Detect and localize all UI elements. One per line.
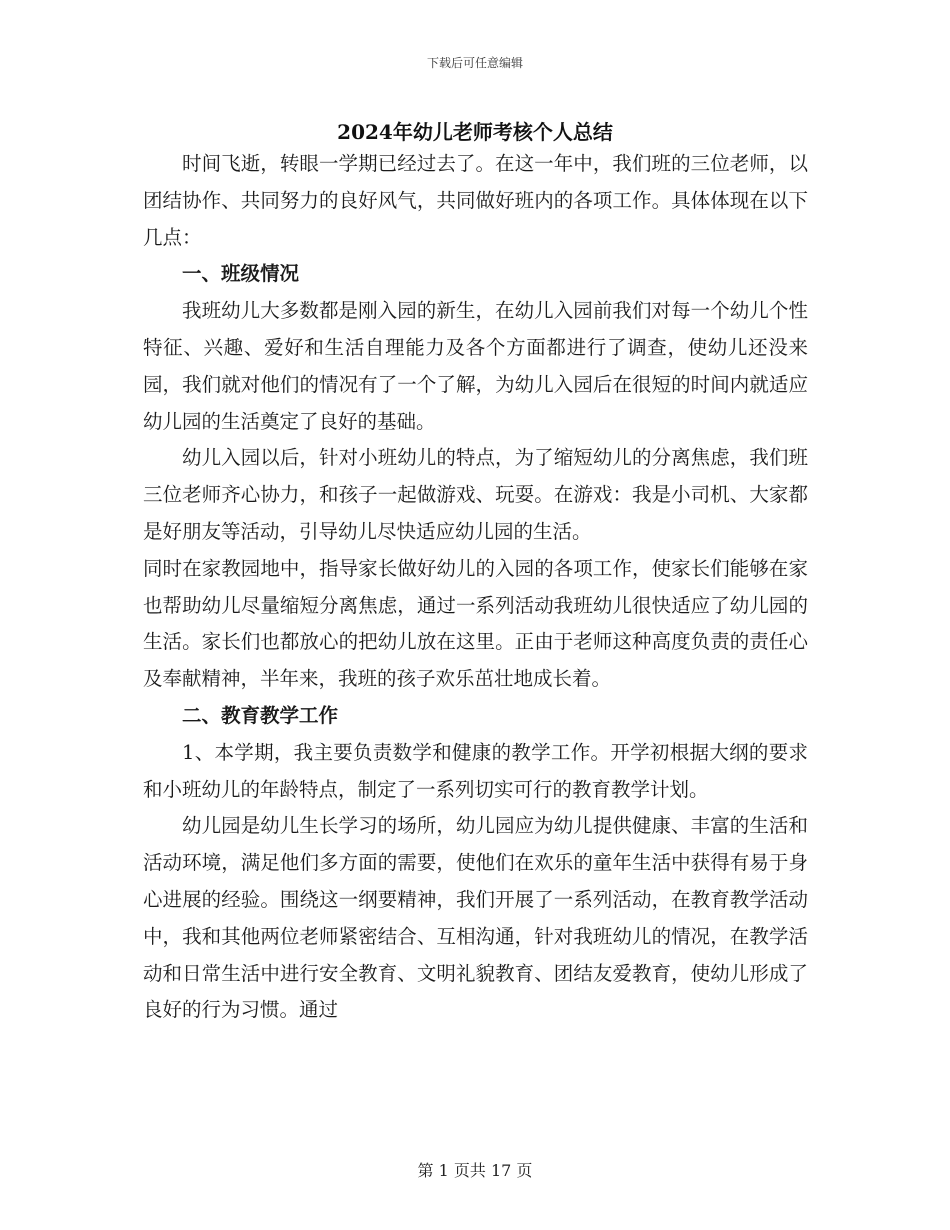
section2-paragraph-2: 幼儿园是幼儿生长学习的场所，幼儿园应为幼儿提供健康、丰富的生活和活动环境，满足他们多方面的需要，使他们在欢乐的童年生活中获得有易于身心进展的经验。围绕这一纲要精神，我们开展了一系列活动，在教育教学活动中，我和其他两位老师紧密结合、互相沟通，针对我班幼儿的情况，在教学活动和日常生活中进行安全教育、文明礼貌教育、团结友爱教育，使幼儿形成了良好的行为习惯。通过 <box>143 814 808 1022</box>
document-title: 2024年幼儿老师考核个人总结 <box>337 120 613 144</box>
header-note: 下载后可任意编辑 <box>426 56 523 70</box>
section1-paragraph-3: 同时在家教园地中，指导家长做好幼儿的入园的各项工作，使家长们能够在家也帮助幼儿尽量缩短分离焦虑，通过一系列活动我班幼儿很快适应了幼儿园的生活。家长们也都放心的把幼儿放在这里。正由于老师这种高度负责的责任心及奉献精神，半年来，我班的孩子欢乐茁壮地成长着。 <box>143 556 808 691</box>
section-heading-teaching-work: 二、教育教学工作 <box>182 703 339 727</box>
section1-paragraph-2: 幼儿入园以后，针对小班幼儿的特点，为了缩短幼儿的分离焦虑，我们班三位老师齐心协力，和孩子一起做游戏、玩耍。在游戏：我是小司机、大家都是好朋友等活动，引导幼儿尽快适应幼儿园的生活。 <box>143 446 808 543</box>
section2-paragraph-1: 1、本学期，我主要负责数学和健康的教学工作。开学初根据大纲的要求和小班幼儿的年龄特点，制定了一系列切实可行的教育教学计划。 <box>143 740 808 801</box>
document-body <box>143 146 808 1029</box>
intro-paragraph: 时间飞逝，转眼一学期已经过去了。在这一年中，我们班的三位老师，以团结协作、共同努力的良好风气，共同做好班内的各项工作。具体体现在以下几点： <box>143 152 808 249</box>
section1-paragraph-1: 我班幼儿大多数都是刚入园的新生，在幼儿入园前我们对每一个幼儿个性特征、兴趣、爱好和生活自理能力及各个方面都进行了调查，使幼儿还没来园，我们就对他们的情况有了一个了解，为幼儿入园后在很短的时间内就适应幼儿园的生活奠定了良好的基础。 <box>143 299 808 433</box>
section-heading-class-situation: 一、班级情况 <box>182 262 300 286</box>
page-number-footer: 第 1 页共 17 页 <box>417 1161 533 1180</box>
